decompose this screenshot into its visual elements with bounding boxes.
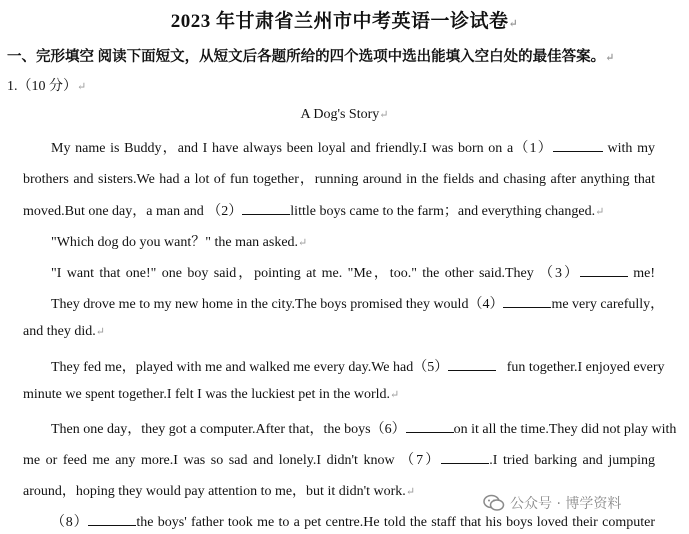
answer-blank [580,264,628,277]
answer-blank [448,358,496,371]
story-line: around，hoping they would pay attention to me，but it didn't work.↵ [23,484,416,499]
story-line: My name is Buddy，and I have always been loyal and friendly.I was born on a（1） with my [51,141,655,156]
exam-title: 2023 年甘肃省兰州市中考英语一诊试卷↵ [170,11,519,32]
story-line: me or feed me any more.I was so sad and lonely.I didn't know （7） .I tried barking and jumping [23,453,655,468]
story-line: "Which dog do you want？" the man asked.↵ [51,235,308,250]
story-line: Then one day，they got a computer.After that，the boys（6） on it all the time.They did not play with [51,422,677,437]
watermark-text: 公众号 · 博学资料 [510,496,622,512]
wechat-icon [483,494,505,512]
answer-blank [406,420,454,433]
answer-blank [553,139,603,152]
story-line: They fed me，played with me and walked me every day.We had（5） fun together.I enjoyed every [51,360,665,375]
story-line: minute we spent together.I felt I was the luckiest pet in the world.↵ [23,387,400,402]
story-line: They drove me to my new home in the city.The boys promised they would（4） me very carefully， [51,297,665,312]
answer-blank [242,202,290,215]
answer-blank [88,513,136,526]
story-line: "I want that one!" one boy said，pointing at me. "Me，too." the other said.They （3） me! [51,266,656,281]
story-line: brothers and sisters.We had a lot of fun together，running around in the fields and chasing after anything that [23,172,655,187]
watermark [483,493,621,513]
story-line: and they did.↵ [23,324,105,339]
story-line: moved.But one day，a man and （2） little boys came to the farm；and everything changed.↵ [23,204,605,219]
section-heading: 一、完形填空 阅读下面短文，从短文后各题所给的四个选项中选出能填入空白处的最佳答案。↵ [7,49,615,65]
story-title: A Dog's Story↵ [300,107,389,122]
answer-blank [503,295,551,308]
story-line: （8） the boys' father took me to a pet centre.He told the staff that his boys loved their computer [51,515,656,530]
answer-blank [441,451,489,464]
question-number: 1.（10 分）↵ [7,79,87,94]
